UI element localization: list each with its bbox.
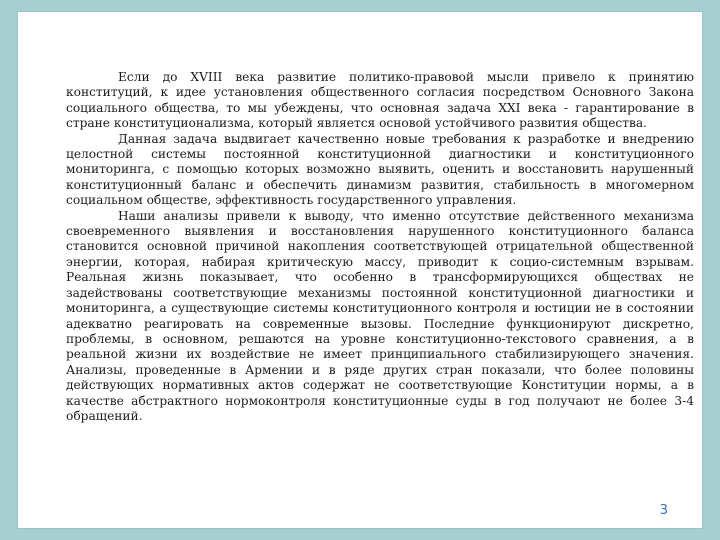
slide: [18, 12, 702, 528]
paragraph-1: Если до XVIII века развитие политико-правовой мысли привело к принятию конституций, к идее установления общественного согласия посредством Основного Закона социального общества, то мы убеждены, что основная задача XXI века - гарантирование в стране конституционализма, который является основой устойчивого развития общества.: [66, 70, 694, 131]
paragraph-3: Наши анализы привели к выводу, что именно отсутствие действенного механизма своевременного выявления и восстановления нарушенного конституционного баланса становится основной причиной накопления соответствующей отрицательной общественной энергии, которая, набирая критическую массу, приводит к социо-системным взрывам. Реальная жизнь показывает, что особенно в трансформирующихся обществах не задействованы соответствующие механизмы постоянной конституционной диагностики и мониторинга, а существующие системы конституционного контроля и юстиции не в состоянии адекватно реагировать на современные вызовы. Последние функционируют дискретно, проблемы, в основном, решаются на уровне конституционно-текстового сравнения, а в реальной жизни их воздействие не имеет принципиального стабилизирующего значения. Анализы, проведенные в Армении и в ряде других стран показали, что более половины действующих нормативных актов содержат не соответствующие Конституции нормы, а в качестве абстрактного нормоконтроля конституционные суды в год получают не более 3-4 обращений.: [66, 208, 694, 423]
page-number: 3: [659, 503, 668, 518]
paragraph-2: Данная задача выдвигает качественно новые требования к разработке и внедрению целостной системы постоянной конституционной диагностики и конституционного мониторинга, с помощью которых возможно выявить, оценить и восстановить нарушенный конституционный баланс и обеспечить динамизм развития, стабильность в многомерном социальном обществе, эффективность государственного управления.: [66, 131, 694, 208]
slide-body-text: [66, 70, 694, 424]
